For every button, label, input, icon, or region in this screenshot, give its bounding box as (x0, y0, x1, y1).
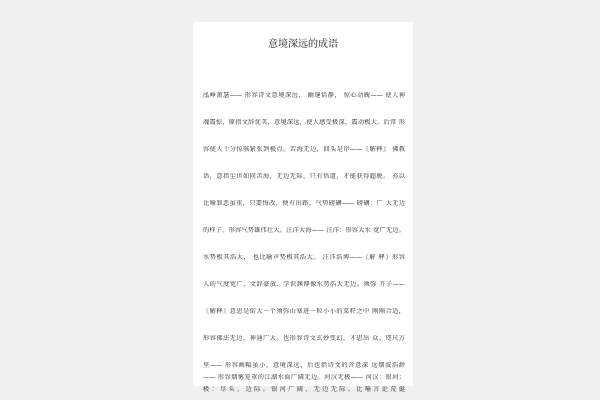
body-line-2: 魂震惊，原指文辞优美，意境深远，使人感受极深，震动极大。后常 形 (203, 119, 405, 126)
body-line-10: 形容佛法无边，神通广大。也形容诗文玄妙变幻，才思出 众。咫尺万 (203, 335, 405, 342)
body-line-11: 里—— 形容画幅虽小，意境深远，后也指诗文的含意深 远烟波浩渺 (203, 362, 405, 369)
body-line-3: 容使人十分惊骇紧张到极点。苦海无边，回头是岸——〖解释〗 佛教 (203, 146, 405, 153)
body-line-13: 极：尽头，边际。银河广阔，无边无际。比喻言论荒诞 (203, 386, 405, 393)
body-line-6: 的样子。形容气势雄伟壮大。汪洋大海—— 汪洋：形容大水 宽广无边。 (203, 227, 405, 234)
body-line-5: 比喻罪恶虽重，只要悔改，便有出路。气势磅礴—— 磅礴：广 大无边 (203, 200, 405, 207)
document-page (193, 22, 413, 393)
body-line-7: 水势极其浩大， 也比喻声势极其浩大。 汪洋浩博——〖解 释〗形容 (203, 254, 405, 261)
body-line-9: 〖解释〗意思是偌大一个须弥山塞进一粒小小的菜籽之中 刚刚合适， (203, 308, 405, 315)
body-line-8: 人的气度宽广、文辞豪放、学识渊博像水势浩大无边。须弥 芥子—— (203, 281, 405, 288)
document-title: 意境深远的成语 (268, 39, 338, 50)
body-line-12: —— 形容烟雾笼罩的江湖水面广阔无边。河汉无极—— 河汉：银河； (203, 374, 405, 381)
body-line-1: 泓峥萧瑟—— 形容诗文意境深远、 幽邃恬静， 惊心动魄—— 使人神 (203, 92, 405, 99)
body-line-4: 语，意指尘世如同苦海，无边无际，只有悟道，才能获得超脱。 亦以 (203, 173, 405, 180)
